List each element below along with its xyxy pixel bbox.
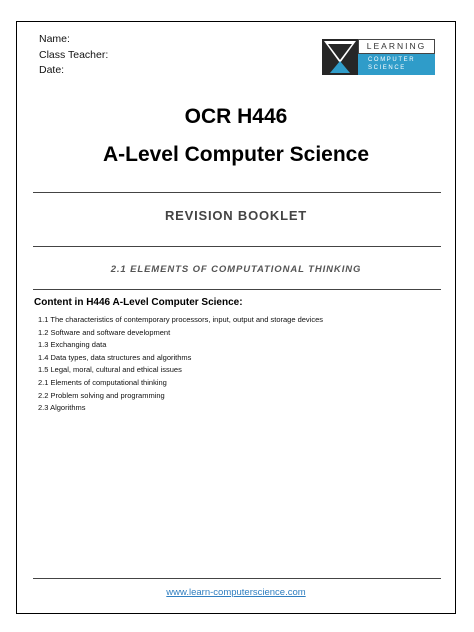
content-list-item: 1.4 Data types, data structures and algorithms: [38, 352, 192, 362]
student-info: [39, 32, 108, 79]
divider-lower: [33, 289, 441, 290]
booklet-page: [16, 21, 456, 614]
content-heading: Content in H446 A-Level Computer Science:: [34, 297, 243, 308]
content-list-item: 1.5 Legal, moral, cultural and ethical issues: [38, 365, 182, 375]
content-list-item: 1.2 Software and software development: [38, 327, 171, 337]
divider-middle: [33, 246, 441, 247]
website-link[interactable]: www.learn-computerscience.com: [166, 587, 306, 598]
logo-text-computer: COMPUTER: [368, 57, 416, 63]
title-line-2: A-Level Computer Science: [102, 143, 370, 166]
learning-computer-science-logo: [322, 39, 435, 75]
logo-text-science: SCIENCE: [368, 64, 406, 71]
topic-heading: 2.1 ELEMENTS OF COMPUTATIONAL THINKING: [110, 264, 362, 275]
content-list: [38, 314, 323, 415]
content-list-item: 2.3 Algorithms: [38, 403, 86, 413]
divider-top: [33, 192, 441, 193]
logo-text-computer-science: [358, 54, 435, 75]
title-line-1: OCR H446: [184, 105, 288, 128]
logo-text-learning: LEARNING: [358, 39, 435, 54]
class-teacher-label: Class Teacher:: [39, 48, 109, 61]
date-label: Date:: [39, 64, 65, 76]
content-list-item: 2.2 Problem solving and programming: [38, 390, 165, 400]
name-label: Name:: [39, 33, 70, 45]
content-list-item: 1.3 Exchanging data: [38, 340, 107, 350]
logo-mark-icon: [322, 39, 358, 75]
content-list-item: 2.1 Elements of computational thinking: [38, 377, 167, 387]
content-list-item: 1.1 The characteristics of contemporary processors, input, output and storage devices: [38, 315, 324, 324]
divider-footer: [33, 578, 441, 579]
revision-booklet-heading: REVISION BOOKLET: [164, 208, 308, 223]
